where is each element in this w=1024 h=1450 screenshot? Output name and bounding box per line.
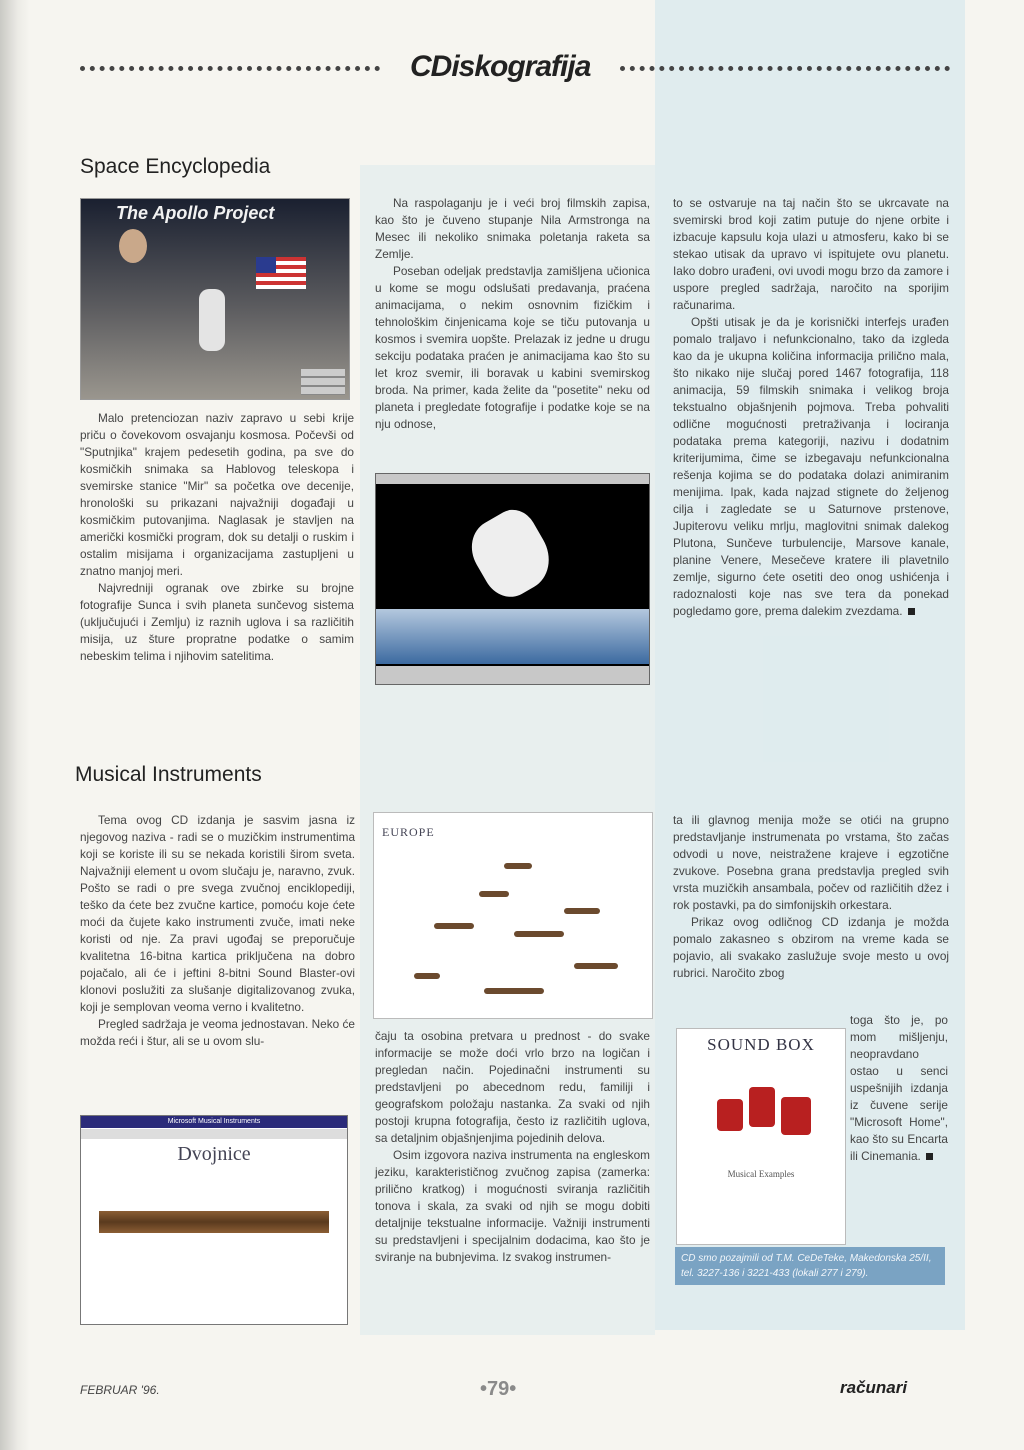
portrait-image <box>119 229 147 263</box>
paragraph: Na raspolaganju je i veći broj filmskih zapisa, kao što je čuveno stupanje Nila Armstronga na Mesec ili nekoliko snimaka poletanja raketa sa Zemlje. <box>375 196 650 261</box>
paragraph: to se ostvaruje na taj način što se ukrcavate na svemirski brod koji zatim putuje do njene orbite i izbacuje kapsulu koja ulazi u atmosferu, kako bi se stekao utisak da upravo vi ispitujete ovu planetu. Iako dobro urađeni, ovi uvodi mogu brzo da zamore i uspore pregled sadržaja, naročito na sporijim računarima. <box>673 196 949 312</box>
space-column-3 <box>673 195 949 620</box>
end-mark <box>926 1153 933 1160</box>
music-column-2 <box>375 1028 650 1266</box>
soundbox-title: SOUND BOX <box>707 1035 815 1054</box>
dvojnice-title: Dvojnice <box>177 1143 251 1165</box>
instrument-image <box>414 973 440 979</box>
paragraph-text: Opšti utisak je da je korisnički interfejs urađen pomalo traljavo i nefunkcionalno, tako da izgleda kao da je ukupna količina informacija prilično mala, što nikako nije slučaj pored 1467 fotografija, 118 animacija, 59 filmskih snimaka i velikog broja tekstualno objašnjenih pojmova. Treba pohvaliti odlične mogućnosti pretraživanja i lociranja podataka prema kategoriji, nazivu i dodatnim kriterijumima, čime se izbegavaju nefunkcionalna rešenja kojima se do podataka dolazi animiranim menijima. Ipak, kada najzad stignete do željenog cilja i zagledate se u Saturnove prstenove, Jupiterovu veliku mrlju, maglovitni snimak dalekog Plutona, Sunčeve turbulencije, Marsove kanale, planine Venere, Mesečeve kratere ili plavetnilo zemlje, sigurno ćete osetiti deo onog ushićenja i radoznalosti koje nas sve tera da ponekad pogledamo gore, prema dalekim zvezdama. <box>673 315 949 618</box>
menu-bar <box>81 1129 347 1139</box>
menu-buttons <box>301 369 345 395</box>
astronaut-image <box>199 289 225 351</box>
paragraph: Osim izgovora naziva instrumenta na engleskom jeziku, karakterističnog zvučnog zapisa (zamerka: prilično kratkog) i mogućnosti sviranja različitih tonova i skala, za svaki od njih se mogu dobiti detaljnije tekstualne informacije. Važniji instrumenti su predstavljeni i specijalnim dodacima, kao što je sviranje na bubnjevima. Iz svakog instrumen- <box>375 1148 650 1264</box>
music-section-title: Musical Instruments <box>75 763 262 786</box>
credit-box: CD smo pozajmili od T.M. CeDeTeke, Makedonska 25/II, tel. 3227-136 i 3221-433 (lokali 277 i 279). <box>675 1247 945 1285</box>
dvojnice-screenshot <box>80 1115 348 1325</box>
music-column-1 <box>80 812 355 1050</box>
instrument-image <box>99 1211 329 1233</box>
paragraph: Pregled sadržaja je veoma jednostavan. Neko će možda reći i štur, ali se u ovom slu- <box>80 1017 355 1048</box>
section-header <box>80 50 950 90</box>
paragraph: Poseban odeljak predstavlja zamišljena učionica u kome se mogu odslušati predavanja, praćena animacijama, o nekim osnovnim fizičkim i tehnološkim činjenicama koje se tiču putovanja u kosmos i svemira uopšte. Prelazak iz jedne u drugu sekciju podataka praćen je animacijama kao što su let kroz svemir, ili boravak u kabini svemirskog broda. Na primer, kada želite da "posetite" neku od planeta i pregledate fotografije i podatke koje se na nju odnose, <box>375 264 650 431</box>
caption-bar <box>376 666 649 684</box>
window-titlebar: Microsoft Musical Instruments <box>81 1116 347 1128</box>
instrument-image <box>484 988 544 994</box>
apollo-image-title: The Apollo Project <box>116 203 275 223</box>
instrument-image <box>514 931 564 937</box>
instrument-image <box>574 963 618 969</box>
paragraph-text: toga što je, po mom mišljenju, neopravdano ostao u senci uspešnijih izdanja iz čuvene serije "Microsoft Home", kao što su Encarta ili Cinemania. <box>850 1013 948 1163</box>
magazine-name: računari <box>840 1378 908 1397</box>
astronaut-image <box>461 502 562 606</box>
space-section-title: Space Encyclopedia <box>80 155 271 178</box>
paragraph: Tema ovog CD izdanja je sasvim jasna iz njegovog naziva - radi se o muzičkim instrumentima koji se koriste ili su se nekada koristili širom sveta. Najvažniji element u ovom slučaju je, naravno, zvuk. Pošto se radi o pre svega zvučnoj enciklopediji, teško da ćete bez zvučne kartice, pomoću koje ćete moći da čujete kako instrumenti zvuče, imati neke koristi od nje. Za pravi ugođaj se preporučuje kvalitetna 16-bitna kartica priključena na dobro pojačalo, ali će i jeftini 8-bitni Sound Blaster-ovi klonovi poslužiti za slušanje digitalizovanog zvuka, koji je semplovan veoma verno i kvalitetno. <box>80 813 355 1014</box>
page-binding-shadow <box>0 0 30 1450</box>
paragraph: ta ili glavnog menija može se otići na grupno predstavljanje instrumenata po vrstama, što začas odvodi u nove, neistražene krajeve i egzotične zvukove. Posebna grana predstavlja pregled svih vrsta muzičkih ansambala, počev od različitih džez i rok postavki, pa do simfonijskih orkestara. <box>673 813 949 912</box>
instrument-image <box>479 891 509 897</box>
music-column-3-wrap <box>850 1012 948 1165</box>
window-titlebar <box>376 474 649 484</box>
issue-date: FEBRUAR '96. <box>80 1383 160 1397</box>
space-column-1 <box>80 410 354 665</box>
space-column-2 <box>375 195 650 433</box>
header-dots-left <box>80 62 380 71</box>
flag-image <box>256 257 306 289</box>
paragraph: čaju ta osobina pretvara u prednost - do svake informacije se može doći vrlo brzo na logičan i pregledan način. Pojedinačni instrumenti su predstavljeni po abecednom redu, familiji i geografskom položaju nastanka. Za svaki od njih postoji krupna fotografija, često iz različitih uglova, sa detaljnim objašnjenjima pojedinih delova. <box>375 1029 650 1145</box>
drum-image <box>717 1099 743 1131</box>
paragraph <box>673 314 949 620</box>
soundbox-subtitle: Musical Examples <box>727 1169 795 1179</box>
page-number: •79• <box>480 1378 517 1400</box>
header-title: CDiskografija <box>410 50 591 83</box>
spacewalk-screenshot <box>375 473 650 685</box>
drum-image <box>781 1097 811 1135</box>
drum-image <box>749 1087 775 1127</box>
music-column-3 <box>673 812 949 982</box>
instrument-image <box>434 923 474 929</box>
paragraph: Prikaz ovog odličnog CD izdanja je možda pomalo zakasneo s obzirom na vreme kada se pojavio, ali svakako zaslužuje svoje mesto u ovoj rubrici. Naročito zbog <box>673 915 949 980</box>
paragraph: Malo pretenciozan naziv zapravo u sebi krije priču o čovekovom osvajanju kosmosa. Počevši od "Sputnjika" krajem pedesetih godina, pa sve do kosmičkih snimaka sa Hablovog teleskopa i svemirske stanice "Mir" sa početka ove decenije, hronološki su prikazani najvažniji događaji u kosmičkim putovanjima. Naglasak je stavljen na američki kosmički program, dok su detalji o ruskim i ostalim misijama i organizacijama zastupljeni u znatno manjoj meri. <box>80 411 354 578</box>
europe-instruments-screenshot <box>373 812 653 1019</box>
paragraph: Najvredniji ogranak ove zbirke su brojne fotografije Sunca i svih planeta sunčevog sistema (uključujući i Zemlju) iz raznih uglova i sa različitih misija, uz šture propratne podatke o samim nebeskim telima i njihovim satelitima. <box>80 581 354 663</box>
instrument-image <box>564 908 600 914</box>
apollo-screenshot <box>80 198 350 400</box>
header-dots-right <box>620 62 950 71</box>
soundbox-screenshot <box>676 1028 846 1245</box>
end-mark <box>908 608 915 615</box>
instrument-image <box>504 863 532 869</box>
earth-image <box>376 609 649 664</box>
europe-label: EUROPE <box>382 825 435 839</box>
